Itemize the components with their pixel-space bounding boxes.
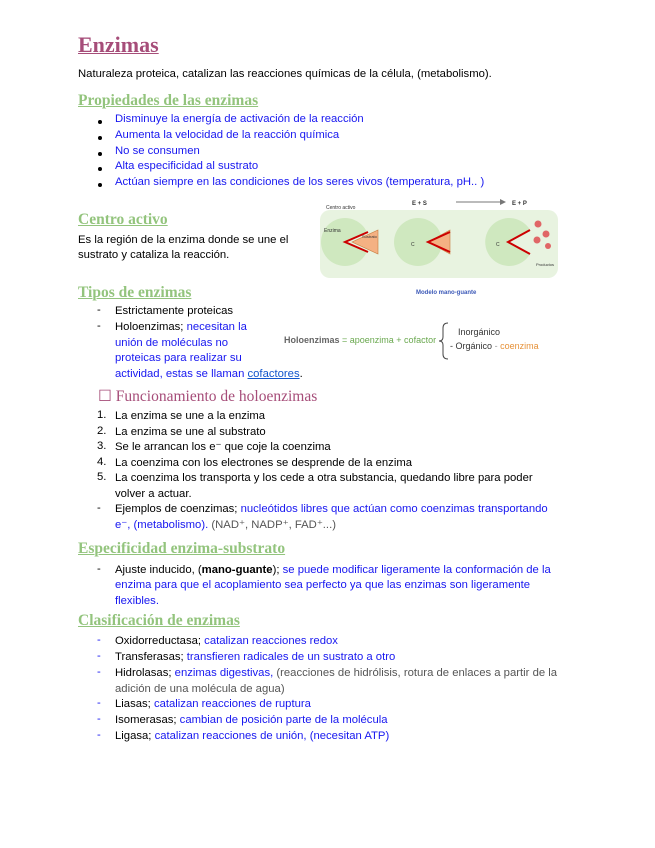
ejemplos-desc: nucleótidos libres que actúan como coenzimas transportando <box>240 503 548 515</box>
bullet <box>98 183 102 187</box>
step-item: La coenzima los transporta y los cede a otra substancia, quedando libre para poder <box>115 472 533 484</box>
holoenzima-formula <box>284 335 436 345</box>
step-number: 4. <box>97 456 107 468</box>
label-sustrato: Sustrato <box>362 234 377 239</box>
ejemplos-desc-end: e⁻, (metabolismo). <box>115 519 209 531</box>
bullet <box>98 136 102 140</box>
bullet <box>98 167 102 171</box>
checkbox-icon[interactable]: ☐ <box>98 388 112 405</box>
dash-marker: - <box>97 697 101 709</box>
list-item: Actúan siempre en las condiciones de los seres vivos (temperatura, pH.. ) <box>115 176 485 188</box>
class-desc: cambian de posición parte de la molécula <box>179 714 388 726</box>
especificidad-heading: Especificidad enzima-substrato <box>78 540 286 557</box>
label-c-1: C <box>411 242 415 248</box>
class-name: Isomerasas; <box>115 714 180 726</box>
clasificacion-item <box>115 713 388 729</box>
step-item: La enzima se une a la enzima <box>115 410 266 422</box>
label-productos: Productos <box>536 262 555 267</box>
step-number: 5. <box>97 471 107 483</box>
class-name: Hidrolasas; <box>115 667 175 679</box>
mano-guante: mano-guante <box>201 564 273 576</box>
centro-text-line1: Es la región de la enzima donde se une el <box>78 234 289 246</box>
bullet <box>98 152 102 156</box>
step-item: La coenzima con los electrones se desprende de la enzima <box>115 457 413 469</box>
class-name: Liasas; <box>115 698 154 710</box>
centro-heading: Centro activo <box>78 211 168 228</box>
especificidad-line3: flexibles. <box>115 595 159 607</box>
clasificacion-heading: Clasificación de enzimas <box>78 612 240 629</box>
tipos-item-2-line1 <box>115 320 247 336</box>
dash-marker: - <box>97 713 101 725</box>
ajuste-label: Ajuste inducido, ( <box>115 564 202 576</box>
tipos-item-2-line2: unión de moléculas no <box>115 337 229 349</box>
tipos-item-1: Estrictamente proteicas <box>115 305 234 317</box>
class-name: Transferasas; <box>115 651 187 663</box>
especificidad-line2: enzima para que el acoplamiento sea perfecto ya que las enzimas son ligeramente <box>115 579 531 591</box>
dash-marker: - <box>97 729 101 741</box>
clasificacion-item <box>115 666 557 682</box>
enzyme-diagram <box>316 196 562 300</box>
label-e-p: E + P <box>512 201 527 207</box>
formula-inorganico: Inorgánico <box>458 327 501 337</box>
intro-text: Naturaleza proteica, catalizan las reacciones químicas de la célula, (metabolismo). <box>78 68 492 80</box>
class-desc: catalizan reacciones redox <box>204 635 338 647</box>
clasificacion-item <box>115 650 395 666</box>
formula-equation: = apoenzima + cofactor <box>339 335 437 345</box>
class-extra: (reacciones de hidrólisis, rotura de enlaces a partir de la <box>276 667 558 679</box>
list-item: Aumenta la velocidad de la reacción química <box>115 129 340 141</box>
label-e-s: E + S <box>412 201 427 207</box>
label-enzima: Enzima <box>324 228 341 234</box>
list-item: No se consumen <box>115 145 200 157</box>
step-item-cont: volver a actuar. <box>115 488 192 500</box>
especificidad-line1 <box>115 563 551 579</box>
product-dot <box>534 237 541 244</box>
funcionamiento-title: Funcionamiento de holoenzimas <box>115 388 318 405</box>
cofactores-link[interactable]: cofactores <box>247 368 300 380</box>
clasificacion-item <box>115 634 338 650</box>
dash-marker: - <box>97 320 101 332</box>
propiedades-heading: Propiedades de las enzimas <box>78 92 259 109</box>
brace-icon <box>438 322 450 360</box>
list-item: Disminuye la energía de activación de la reacción <box>115 113 364 125</box>
holoenzimas-label: Holoenzimas; <box>115 321 187 333</box>
step-number: 1. <box>97 409 107 421</box>
funcionamiento-heading <box>98 387 317 406</box>
class-name: Ligasa; <box>115 730 155 742</box>
clasificacion-item-cont: adición de una molécula de agua) <box>115 683 285 695</box>
diagram-caption: Modelo mano-guante <box>416 290 477 296</box>
dash-marker: - <box>97 634 101 646</box>
label-c-2: C <box>496 242 500 248</box>
ejemplos-label: Ejemplos de coenzimas; <box>115 503 241 515</box>
ejemplos-coenzimas: (NAD⁺, NADP⁺, FAD⁺...) <box>208 519 336 531</box>
paren: ); <box>272 564 283 576</box>
clasificacion-item <box>115 729 389 745</box>
class-desc: enzimas digestivas, <box>174 667 277 679</box>
formula-organico: Orgánico <box>455 341 493 351</box>
centro-text-line2: sustrato y cataliza la reacción. <box>78 249 230 261</box>
dash-marker: - <box>97 502 101 514</box>
list-item: Alta especificidad al sustrato <box>115 160 259 172</box>
class-desc: catalizan reacciones de ruptura <box>153 698 311 710</box>
step-number: 2. <box>97 425 107 437</box>
class-desc: transfieren radicales de un sustrato a otro <box>186 651 396 663</box>
dash-marker: - <box>97 304 101 316</box>
dash-marker: - <box>97 666 101 678</box>
product-dot <box>543 231 550 238</box>
class-desc: catalizan reacciones de unión, (necesitan ATP) <box>154 730 390 742</box>
step-number: 3. <box>97 440 107 452</box>
step-item: Se le arrancan los e⁻ que coje la coenzima <box>115 441 331 453</box>
product-dot <box>545 243 551 249</box>
product-dot <box>535 221 542 228</box>
dash-marker: - <box>97 650 101 662</box>
formula-dash: - <box>450 341 453 351</box>
holoenzimas-desc-end: actividad, estas se llaman <box>115 368 248 380</box>
tipos-heading: Tipos de enzimas <box>78 284 192 301</box>
label-centro-activo: Centro activo <box>326 205 356 211</box>
step-item: La enzima se une al substrato <box>115 426 266 438</box>
formula-holoenzimas: Holoenzimas <box>284 335 340 345</box>
holoenzimas-desc: necesitan la <box>186 321 247 333</box>
ejemplos-line2 <box>115 518 336 534</box>
formula-coenzima: coenzima <box>500 341 539 351</box>
period: . <box>299 368 303 380</box>
ejemplos-line1 <box>115 502 548 518</box>
bullet <box>98 120 102 124</box>
dash-marker: - <box>97 563 101 575</box>
clasificacion-item <box>115 697 311 713</box>
class-name: Oxidorreductasa; <box>115 635 205 647</box>
arrow-head <box>500 199 506 205</box>
tipos-item-2-line4 <box>115 367 303 383</box>
especificidad-desc: se puede modificar ligeramente la conformación de la <box>282 564 551 576</box>
page-title: Enzimas <box>78 32 159 57</box>
formula-organico-line: - Orgánico - coenzima <box>450 341 539 351</box>
tipos-item-2-line3: proteicas para realizar su <box>115 352 242 364</box>
